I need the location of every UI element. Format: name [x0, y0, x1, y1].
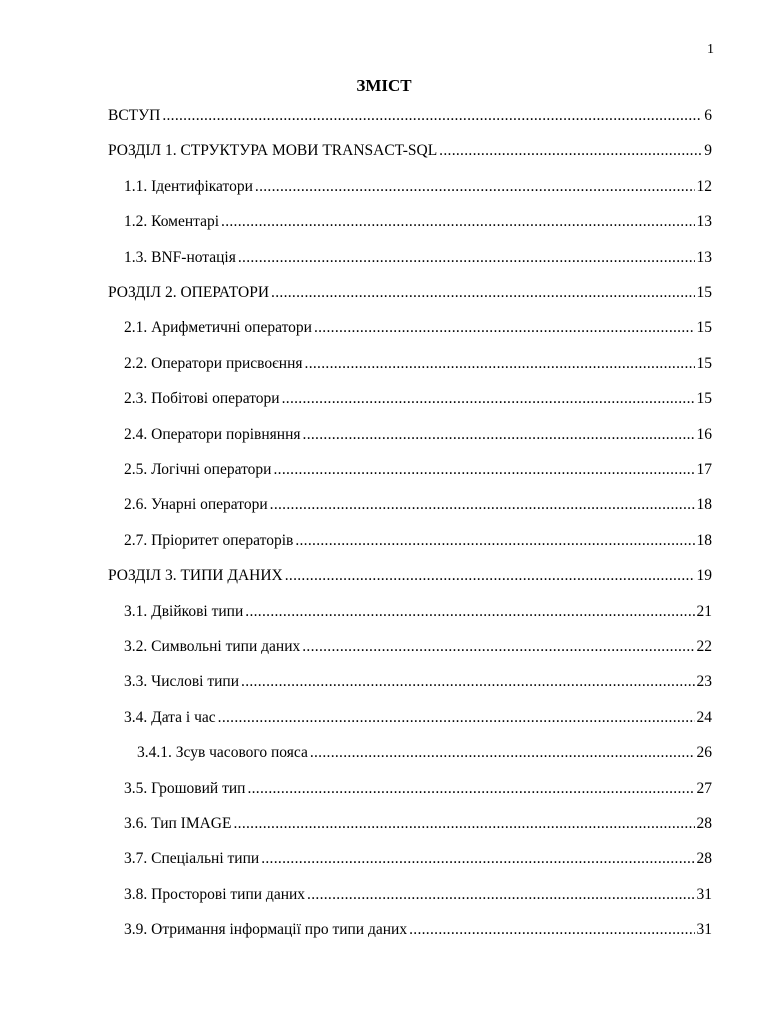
toc-entry-label: 2.2. Оператори присвоєння — [124, 354, 303, 372]
toc-entry-label: 3.4.1. Зсув часового пояса — [137, 744, 308, 762]
toc-title: ЗМІСТ — [356, 76, 412, 95]
toc-leader-dots — [295, 531, 694, 551]
toc-entry[interactable] — [124, 389, 712, 409]
toc-entry-page: 31 — [696, 921, 712, 939]
toc-entry-page: 21 — [696, 602, 712, 620]
toc-entry[interactable] — [124, 212, 712, 232]
toc-entry-label: РОЗДІЛ 3. ТИПИ ДАНИХ — [108, 567, 283, 585]
toc-leader-dots — [303, 425, 695, 445]
toc-entry-label: 3.3. Числові типи — [124, 673, 240, 691]
toc-entry-label: ВСТУП — [108, 107, 161, 124]
toc-entry[interactable] — [124, 602, 712, 622]
toc-leader-dots — [255, 177, 695, 197]
toc-entry[interactable] — [108, 106, 712, 126]
toc-entry-page: 15 — [696, 390, 712, 408]
toc-leader-dots — [282, 389, 695, 409]
toc-entry-label: 3.1. Двійкові типи — [124, 602, 244, 620]
toc-entry[interactable] — [124, 531, 712, 551]
toc-entry[interactable] — [124, 354, 712, 374]
toc-entry-page: 9 — [704, 142, 712, 160]
toc-entry-label: 2.3. Побітові оператори — [124, 390, 280, 408]
toc-entry-page: 15 — [696, 354, 712, 372]
toc-leader-dots — [218, 708, 695, 728]
toc-leader-dots — [314, 318, 695, 338]
toc-entry-page: 19 — [696, 567, 712, 585]
toc-leader-dots — [270, 495, 695, 515]
toc-leader-dots — [245, 602, 694, 622]
toc-leader-dots — [241, 672, 694, 692]
toc-entry-label: 3.7. Спеціальні типи — [124, 850, 260, 868]
toc-entry-page: 15 — [696, 284, 712, 301]
toc-leader-dots — [271, 283, 694, 303]
toc-leader-dots — [162, 106, 702, 126]
toc-leader-dots — [233, 814, 694, 834]
toc-entry[interactable] — [124, 849, 712, 869]
toc-entry-label: 1.1. Ідентифікатори — [124, 177, 253, 195]
toc-entry-page: 27 — [696, 779, 712, 797]
toc-entry-label: 3.9. Отримання інформації про типи даних — [124, 921, 408, 939]
toc-entry[interactable] — [124, 814, 712, 834]
toc-entry-page: 13 — [696, 213, 712, 231]
toc-entry-page: 18 — [696, 531, 712, 549]
toc-entry-label: 2.5. Логічні оператори — [124, 461, 272, 478]
toc-entry[interactable] — [124, 248, 712, 268]
toc-entry-page: 16 — [696, 425, 712, 443]
toc-entry-page: 6 — [704, 107, 712, 124]
toc-entry-label: 3.2. Символьні типи даних — [124, 638, 301, 655]
toc-entry-page: 22 — [696, 638, 712, 655]
toc-leader-dots — [305, 354, 695, 374]
toc-entry-page: 28 — [696, 850, 712, 868]
toc-entry-label: 2.1. Арифметичні оператори — [124, 319, 312, 337]
toc-leader-dots — [238, 248, 695, 268]
toc-entry-page: 18 — [696, 496, 712, 514]
toc-leader-dots — [409, 920, 694, 940]
toc-entry[interactable] — [124, 779, 712, 799]
toc-entry-label: 2.6. Унарні оператори — [124, 496, 268, 514]
toc-entry[interactable] — [108, 283, 712, 303]
toc-entry[interactable] — [124, 637, 712, 657]
toc-leader-dots — [247, 779, 694, 799]
toc-entry-label: 3.5. Грошовий тип — [124, 779, 246, 797]
page-number: 1 — [707, 42, 714, 57]
toc-leader-dots — [261, 849, 694, 869]
toc-leader-dots — [307, 885, 694, 905]
toc-entry-label: 3.8. Просторові типи даних — [124, 885, 306, 903]
toc-leader-dots — [439, 141, 702, 161]
toc-entry[interactable] — [124, 460, 712, 480]
toc-leader-dots — [273, 460, 694, 480]
toc-entry-label: 2.4. Оператори порівняння — [124, 425, 301, 443]
toc-entry[interactable] — [137, 743, 712, 763]
toc-entry-page: 31 — [696, 885, 712, 903]
toc-entry-label: РОЗДІЛ 1. СТРУКТУРА МОВИ TRANSACT-SQL — [108, 142, 438, 160]
toc-entry-page: 23 — [696, 673, 712, 691]
toc-entry[interactable] — [124, 495, 712, 515]
toc-leader-dots — [310, 743, 695, 763]
toc-entry[interactable] — [124, 708, 712, 728]
toc-entry-label: 3.6. Тип IMAGE — [124, 815, 232, 832]
toc-entry-page: 13 — [696, 248, 712, 266]
toc-entry[interactable] — [124, 920, 712, 940]
toc-entry-page: 17 — [696, 461, 712, 478]
toc-entry-page: 26 — [696, 744, 712, 762]
toc-entry-label: РОЗДІЛ 2. ОПЕРАТОРИ — [108, 284, 270, 301]
toc-leader-dots — [302, 637, 694, 657]
toc-entry[interactable] — [124, 885, 712, 905]
toc-entry[interactable] — [108, 566, 712, 586]
toc-entry-page: 12 — [696, 177, 712, 195]
toc-entry-label: 2.7. Пріоритет операторів — [124, 531, 294, 549]
toc-entry-label: 1.3. BNF-нотація — [124, 248, 236, 266]
toc-leader-dots — [285, 566, 695, 586]
toc-entry-label: 3.4. Дата і час — [124, 708, 216, 726]
toc-entry[interactable] — [124, 318, 712, 338]
toc-entry-page: 15 — [696, 319, 712, 337]
toc-entry[interactable] — [124, 177, 712, 197]
toc-entry-page: 28 — [696, 815, 712, 832]
toc-entry[interactable] — [124, 672, 712, 692]
toc-entry-label: 1.2. Коментарі — [124, 213, 220, 231]
toc-entry-page: 24 — [696, 708, 712, 726]
toc-entry[interactable] — [108, 141, 712, 161]
toc-entry[interactable] — [124, 425, 712, 445]
toc-leader-dots — [221, 212, 694, 232]
